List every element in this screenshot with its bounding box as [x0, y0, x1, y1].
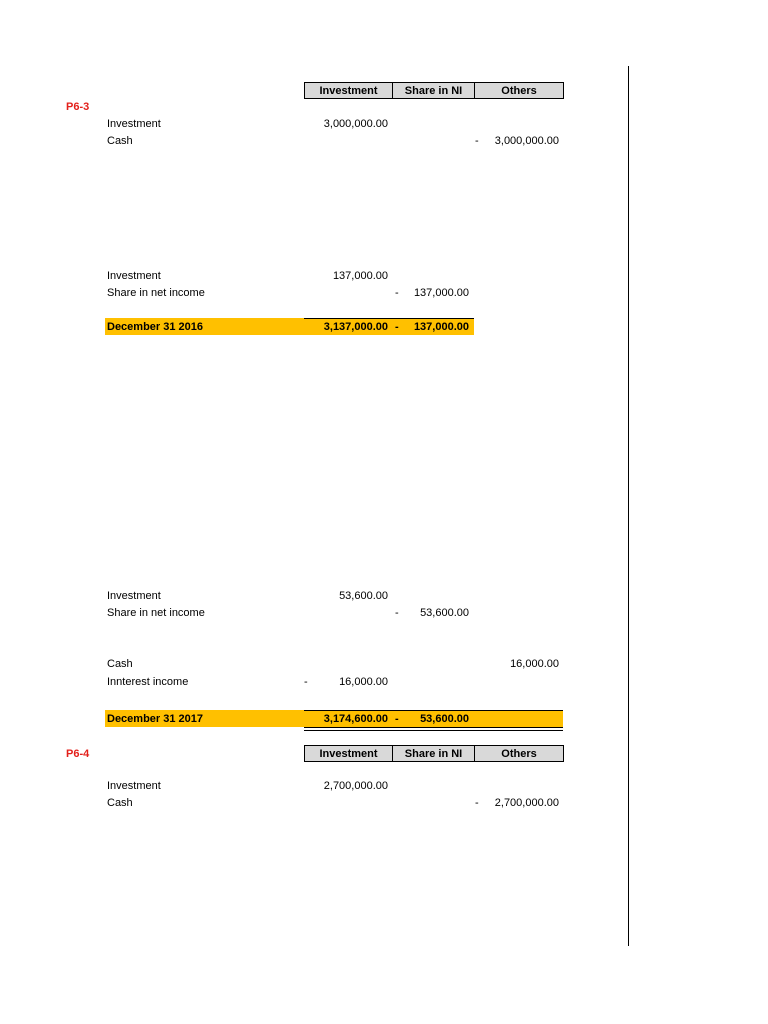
entry3-debit-label: Investment — [107, 590, 161, 602]
entry2-debit-label: Investment — [107, 270, 161, 282]
entry4-credit-label: Innterest income — [107, 676, 189, 688]
p64-entry1-credit-dash: - — [475, 797, 479, 809]
column-header-investment: Investment — [304, 82, 393, 99]
entry1-debit-label: Investment — [107, 118, 161, 130]
page-divider-line — [628, 66, 629, 946]
entry3-credit-label: Share in net income — [107, 607, 205, 619]
section-label-p6-3: P6-3 — [66, 101, 90, 113]
total-2016-label: December 31 2016 — [107, 321, 204, 333]
p64-entry1-credit-amount: 2,700,000.00 — [494, 797, 559, 809]
column-header-share-in-ni: Share in NI — [392, 82, 475, 99]
total-2017-label: December 31 2017 — [107, 713, 204, 725]
entry3-credit-dash: - — [395, 607, 399, 619]
entry2-credit-amount: 137,000.00 — [413, 287, 469, 299]
p64-entry1-debit-label: Investment — [107, 780, 161, 792]
entry4-credit-amount: 16,000.00 — [339, 676, 388, 688]
entry4-credit-dash: - — [304, 676, 308, 688]
entry2-credit-label: Share in net income — [107, 287, 205, 299]
entry1-credit-amount: 3,000,000.00 — [494, 135, 559, 147]
section-label-p6-4: P6-4 — [66, 748, 90, 760]
total-2016-top-rule — [304, 318, 474, 319]
column-header-others: Others — [474, 82, 564, 99]
total-2017-dash: - — [395, 713, 399, 725]
entry3-credit-amount: 53,600.00 — [420, 607, 469, 619]
total-2017-investment: 3,174,600.00 — [323, 713, 388, 725]
entry1-credit-dash: - — [475, 135, 479, 147]
entry1-credit-label: Cash — [107, 135, 133, 147]
entry4-debit-amount: 16,000.00 — [510, 658, 559, 670]
total-2017-top-rule — [304, 710, 563, 711]
entry2-credit-dash: - — [395, 287, 399, 299]
total-2016-dash: - — [395, 321, 399, 333]
entry2-debit-amount: 137,000.00 — [332, 270, 388, 282]
p64-entry1-debit-amount: 2,700,000.00 — [323, 780, 388, 792]
total-2017-bottom-rule-2 — [304, 730, 563, 731]
entry4-debit-label: Cash — [107, 658, 133, 670]
p64-column-header-others: Others — [474, 745, 564, 762]
p64-column-header-share-in-ni: Share in NI — [392, 745, 475, 762]
total-2016-share: 137,000.00 — [413, 321, 469, 333]
total-2017-bottom-rule-1 — [304, 727, 563, 728]
total-2017-share: 53,600.00 — [420, 713, 469, 725]
entry3-debit-amount: 53,600.00 — [339, 590, 388, 602]
total-2016-investment: 3,137,000.00 — [323, 321, 388, 333]
p64-column-header-investment: Investment — [304, 745, 393, 762]
entry1-debit-amount: 3,000,000.00 — [323, 118, 388, 130]
p64-entry1-credit-label: Cash — [107, 797, 133, 809]
